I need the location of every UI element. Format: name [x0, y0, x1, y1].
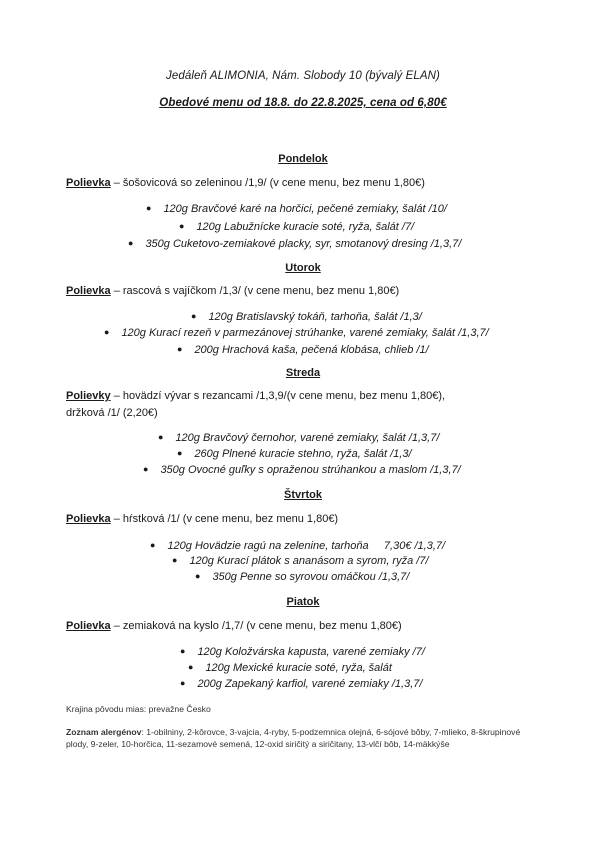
soup-label: Polievka — [66, 620, 111, 632]
bullet-icon: ● — [188, 662, 194, 672]
dish-item: ● 120g Hovädzie ragú na zelenine, tarhoňa 7,30€ /1,3,7/ — [150, 540, 446, 552]
dish-item: ● 120g Kurací plátok s ananásom a syrom, ryža /7/ — [172, 555, 429, 567]
bullet-icon: ● — [177, 344, 183, 354]
bullet-icon: ● — [180, 678, 186, 688]
soup-text: – zemiaková na kyslo /1,7/ (v cene menu, bez menu 1,80€) — [110, 620, 402, 632]
meat-origin-note: Krajina pôvodu mias: prevažne Česko — [66, 704, 211, 714]
bullet-icon: ● — [191, 311, 197, 321]
bullet-icon: ● — [195, 571, 201, 581]
dish-item: ● 120g Koložvárska kapusta, varené zemiaky /7/ — [180, 646, 425, 658]
soup-label: Polievky — [66, 390, 111, 402]
bullet-icon: ● — [150, 540, 156, 550]
dish-item: ● 200g Zapekaný karfiol, varené zemiaky /1,3,7/ — [180, 678, 423, 690]
bullet-icon: ● — [158, 432, 164, 442]
day-heading-tuesday: Utorok — [285, 262, 321, 274]
dish-item: ● 350g Cuketovo-zemiakové placky, syr, smotanový dresing /1,3,7/ — [128, 238, 462, 250]
dish-item: ● 120g Bravčové karé na horčici, pečené zemiaky, šalát /10/ — [146, 203, 447, 215]
soup-label: Polievka — [66, 285, 111, 297]
bullet-icon: ● — [177, 448, 183, 458]
soup-text: – rascová s vajíčkom /1,3/ (v cene menu, bez menu 1,80€) — [110, 285, 400, 297]
allergen-label: Zoznam alergénov — [66, 727, 142, 737]
allergen-text: : 1-obilniny, 2-kôrovce, 3-vajcia, 4-ryby, 5-podzemnica olejná, 6-sójové bôby, 7-mlieko, 8-škrupinové plody, 9-zeler, 10-horčica, 11-sezamové semená, 12-oxid siričitý a siričitany, 13-vlčí bôb, 14-mäkkýše — [66, 727, 521, 749]
soup-line-friday — [66, 618, 402, 635]
day-heading-friday: Piatok — [286, 596, 320, 608]
dish-item: ● 120g Labužnícke kuracie soté, ryža, šalát /7/ — [179, 221, 415, 233]
bullet-icon: ● — [146, 203, 152, 213]
bullet-icon: ● — [179, 221, 185, 231]
day-heading-monday: Pondelok — [278, 153, 328, 165]
soup-line-wednesday — [66, 388, 486, 422]
soup-line-tuesday — [66, 283, 399, 300]
dish-item: ● 350g Penne so syrovou omáčkou /1,3,7/ — [195, 571, 410, 583]
soup-label: Polievka — [66, 177, 111, 189]
dish-item: ● 200g Hrachová kaša, pečená klobása, chlieb /1/ — [177, 344, 429, 356]
soup-line-monday — [66, 175, 425, 192]
bullet-icon: ● — [143, 464, 149, 474]
soup-line-thursday — [66, 511, 338, 528]
allergen-list — [66, 726, 536, 750]
dish-item: ● 350g Ovocné guľky s opraženou strúhankou a maslom /1,3,7/ — [143, 464, 461, 476]
dish-item: ● 260g Plnené kuracie stehno, ryža, šalát /1,3/ — [177, 448, 412, 460]
dish-item: ● 120g Bravčový černohor, varené zemiaky, šalát /1,3,7/ — [158, 432, 440, 444]
soup-text: – hovädzí vývar s rezancami /1,3,9/(v cene menu, bez menu 1,80€), držková /1/ (2,20€) — [66, 390, 446, 419]
day-heading-thursday: Štvrtok — [284, 489, 322, 501]
soup-text: – hŕstková /1/ (v cene menu, bez menu 1,80€) — [110, 513, 339, 525]
dish-item: ● 120g Bratislavský tokáň, tarhoňa, šalát /1,3/ — [191, 311, 422, 323]
soup-label: Polievka — [66, 513, 111, 525]
bullet-icon: ● — [180, 646, 186, 656]
dish-item: ● 120g Kurací rezeň v parmezánovej strúhanke, varené zemiaky, šalát /1,3,7/ — [104, 327, 489, 339]
bullet-icon: ● — [128, 238, 134, 248]
bullet-icon: ● — [172, 555, 178, 565]
soup-text: – šošovicová so zeleninou /1,9/ (v cene menu, bez menu 1,80€) — [110, 177, 425, 189]
day-heading-wednesday: Streda — [285, 367, 321, 379]
bullet-icon: ● — [104, 327, 110, 337]
menu-period: Obedové menu od 18.8. do 22.8.2025, cena od 6,80€ — [159, 97, 447, 109]
restaurant-title: Jedáleň ALIMONIA, Nám. Slobody 10 (bývalý ELAN) — [165, 70, 440, 82]
dish-item: ● 120g Mexické kuracie soté, ryža, šalát — [188, 662, 392, 674]
